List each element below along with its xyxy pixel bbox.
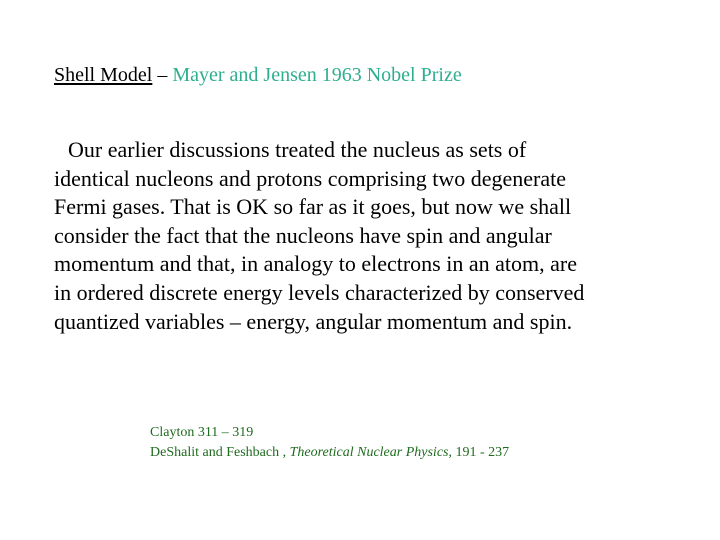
reference-pages: , 191 - 237 bbox=[448, 445, 510, 460]
reference-clayton: Clayton 311 – 319 bbox=[150, 425, 254, 440]
title-separator: – bbox=[152, 64, 173, 86]
body-line: in ordered discrete energy levels characterized by conserved bbox=[54, 279, 585, 305]
body-line: consider the fact that the nucleons have spin and angular bbox=[54, 222, 552, 248]
body-line: momentum and that, in analogy to electrons in an atom, are bbox=[54, 251, 577, 277]
reference-deshalit-feshbach bbox=[150, 443, 509, 463]
body-line: Fermi gases. That is OK so far as it goes, but now we shall bbox=[54, 194, 572, 220]
title-subtitle: Mayer and Jensen 1963 Nobel Prize bbox=[172, 64, 462, 86]
title-main: Shell Model bbox=[54, 64, 153, 86]
reference-authors: DeShalit and Feshbach , bbox=[150, 445, 290, 460]
body-line: Our earlier discussions treated the nucleus as sets of bbox=[68, 137, 527, 162]
slide-title bbox=[54, 61, 462, 89]
body-line: identical nucleons and protons comprising two degenerate bbox=[54, 165, 566, 191]
references bbox=[150, 423, 509, 463]
reference-book-title: Theoretical Nuclear Physics bbox=[289, 445, 449, 460]
body-paragraph bbox=[54, 136, 694, 336]
body-line: quantized variables – energy, angular momentum and spin. bbox=[54, 308, 573, 334]
